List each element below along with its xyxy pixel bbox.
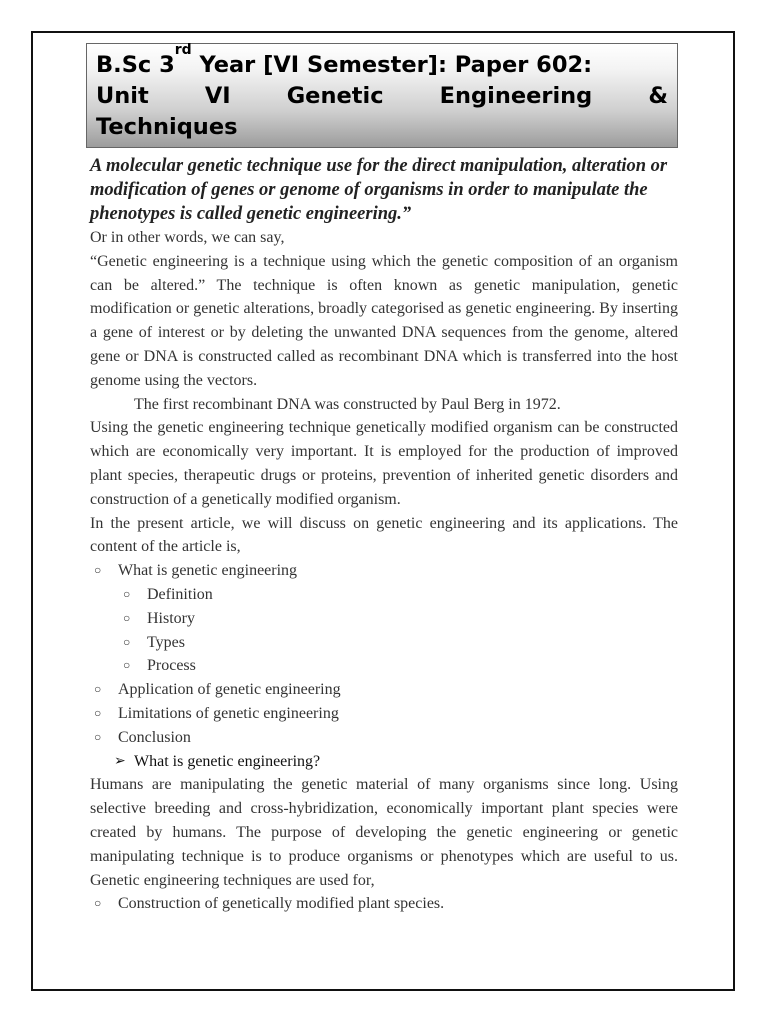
circle-bullet-icon: ○ <box>94 705 102 720</box>
list-item <box>90 702 678 726</box>
list-item <box>90 678 678 702</box>
paragraph-article: In the present article, we will discuss on genetic engineering and its applications. The content of the article is, <box>90 514 678 556</box>
list-item-text: What is genetic engineering <box>118 562 298 580</box>
list-item-text: Definition <box>147 585 213 603</box>
document-body <box>90 154 678 916</box>
circle-bullet-icon: ○ <box>123 658 131 673</box>
paragraph-uses: Using the genetic engineering technique genetically modified organism can be constructed which are economically very important. It is employed for the production of improved plant species, therapeutic drugs or proteins, prevention of inherited genetic disorders and construction of a genetically modified organism. <box>90 419 678 508</box>
list-item <box>90 892 678 916</box>
list-item <box>90 726 678 750</box>
title-word: & <box>648 83 668 109</box>
list-item-text: History <box>147 609 195 627</box>
definition-lead: A molecular genetic technique use for the direct manipulation, alteration or modification of genes or genome of organisms in order to manipulate the phenotypes is called genetic engineering.” <box>90 156 668 224</box>
uses-list <box>90 892 678 916</box>
title-superscript: rd <box>174 42 192 58</box>
title-line-2 <box>96 81 668 112</box>
list-item <box>90 654 678 678</box>
paragraph-berg: The first recombinant DNA was constructed by Paul Berg in 1972. <box>134 395 561 413</box>
title-word: Unit <box>96 83 149 109</box>
circle-bullet-icon: ○ <box>94 896 102 911</box>
circle-bullet-icon: ○ <box>94 563 102 578</box>
title-word: Genetic <box>286 83 384 109</box>
paragraph-intro: Or in other words, we can say, <box>90 229 285 246</box>
title-banner <box>86 43 678 148</box>
title-word: Engineering <box>439 83 593 109</box>
circle-bullet-icon: ○ <box>94 729 102 744</box>
title-line-3 <box>96 112 668 143</box>
circle-bullet-icon: ○ <box>94 682 102 697</box>
title-text: Techniques <box>96 114 238 140</box>
title-word: VI <box>204 83 231 109</box>
list-item <box>90 583 678 607</box>
section-heading <box>90 750 678 774</box>
list-item-text: Construction of genetically modified plant species. <box>118 895 445 913</box>
list-item <box>90 559 678 583</box>
arrow-bullet-icon: ➢ <box>114 753 126 769</box>
circle-bullet-icon: ○ <box>123 634 131 649</box>
table-of-contents <box>90 559 678 749</box>
list-item-text: Conclusion <box>118 728 191 746</box>
list-item <box>90 607 678 631</box>
list-item-text: Limitations of genetic engineering <box>118 704 339 722</box>
circle-bullet-icon: ○ <box>123 610 131 625</box>
circle-bullet-icon: ○ <box>123 586 131 601</box>
list-item-text: Types <box>147 633 185 651</box>
paragraph-humans: Humans are manipulating the genetic material of many organisms since long. Using selective breeding and cross-hybridization, economically important plant species were created by humans. The purpose of developing the genetic engineering or genetic manipulating technique is to produce organisms or phenotypes which are useful to us. Genetic engineering techniques are used for, <box>90 776 678 889</box>
title-text: Year [VI Semester]: Paper 602: <box>191 52 593 78</box>
list-item-text: Application of genetic engineering <box>118 681 341 699</box>
list-item <box>90 631 678 655</box>
title-line-1 <box>96 42 668 81</box>
list-item-text: Process <box>147 657 196 675</box>
title-text: B.Sc 3 <box>96 52 175 78</box>
paragraph-quote: “Genetic engineering is a technique using which the genetic composition of an organism can be altered.” The technique is often known as genetic manipulation, genetic modification or genetic alterations, broadly categorised as genetic engineering. By inserting a gene of interest or by deleting the unwanted DNA sequences from the genome, altered gene or DNA is constructed called as recombinant DNA which is transferred into the host genome using the vectors. <box>90 252 678 389</box>
section-heading-text: What is genetic engineering? <box>134 752 321 770</box>
